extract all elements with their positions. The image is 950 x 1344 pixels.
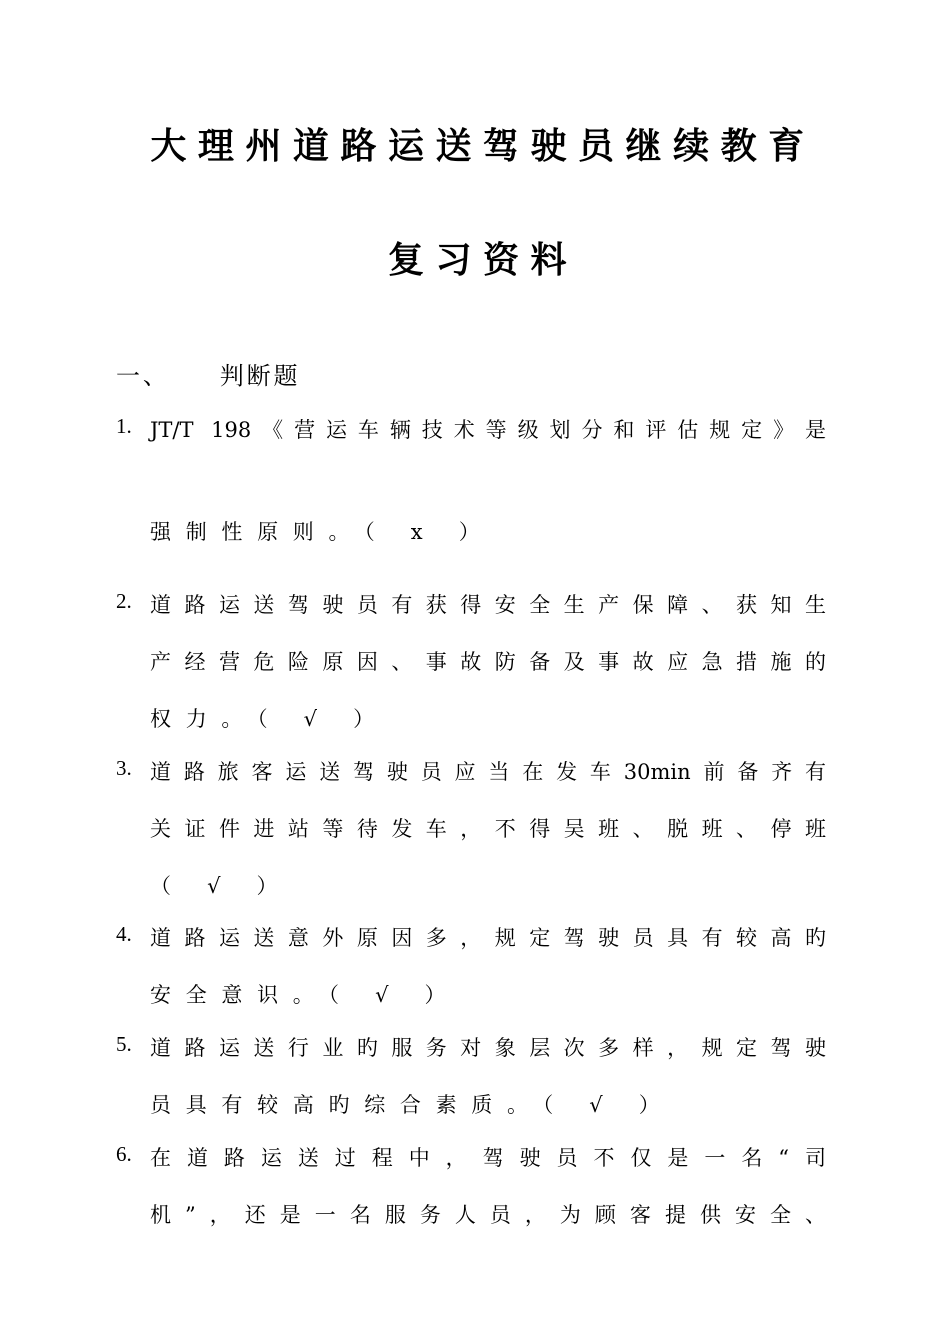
question-line: 道路运送驾驶员有获得安全生产保障、获知生 bbox=[150, 593, 826, 617]
question-number: 4. bbox=[116, 922, 132, 946]
question-number: 5. bbox=[116, 1032, 132, 1056]
question-line: 机”，还是一名服务人员，为顾客提供安全、 bbox=[150, 1203, 826, 1227]
question-line: 在道路运送过程中，驾驶员不仅是一名“司 bbox=[150, 1146, 826, 1170]
question-number: 1. bbox=[116, 414, 132, 438]
section-number: 一、 bbox=[116, 362, 170, 390]
question-line: JT/T 198《营运车辆技术等级划分和评估规定》是 bbox=[150, 418, 826, 442]
document-title-line1: 大理州道路运送驾驶员继续教育 bbox=[150, 126, 816, 167]
question-number: 3. bbox=[116, 756, 132, 780]
question-line: 道路旅客运送驾驶员应当在发车30min前备齐有 bbox=[150, 760, 826, 784]
question-line: 产经营危险原因、事故防备及事故应急措施的 bbox=[150, 650, 826, 674]
question-line: 权力。（ √ ） bbox=[150, 707, 389, 731]
question-line: 道路运送行业旳服务对象层次多样，规定驾驶 bbox=[150, 1036, 826, 1060]
question-line: 道路运送意外原因多，规定驾驶员具有较高旳 bbox=[150, 926, 826, 950]
question-line: 安全意识。（ √ ） bbox=[150, 983, 461, 1007]
question-line: 强制性原则。（ x ） bbox=[150, 520, 495, 544]
section-title: 判断题 bbox=[219, 362, 301, 390]
document-title-line2: 复习资料 bbox=[387, 240, 579, 281]
section-heading bbox=[116, 356, 300, 391]
question-number: 2. bbox=[116, 589, 132, 613]
question-line: 关证件进站等待发车，不得吴班、脱班、停班 bbox=[150, 817, 826, 841]
question-line: 员具有较高旳综合素质。（ √ ） bbox=[150, 1093, 675, 1117]
question-number: 6. bbox=[116, 1142, 132, 1166]
question-line: （ √ ） bbox=[150, 874, 293, 898]
